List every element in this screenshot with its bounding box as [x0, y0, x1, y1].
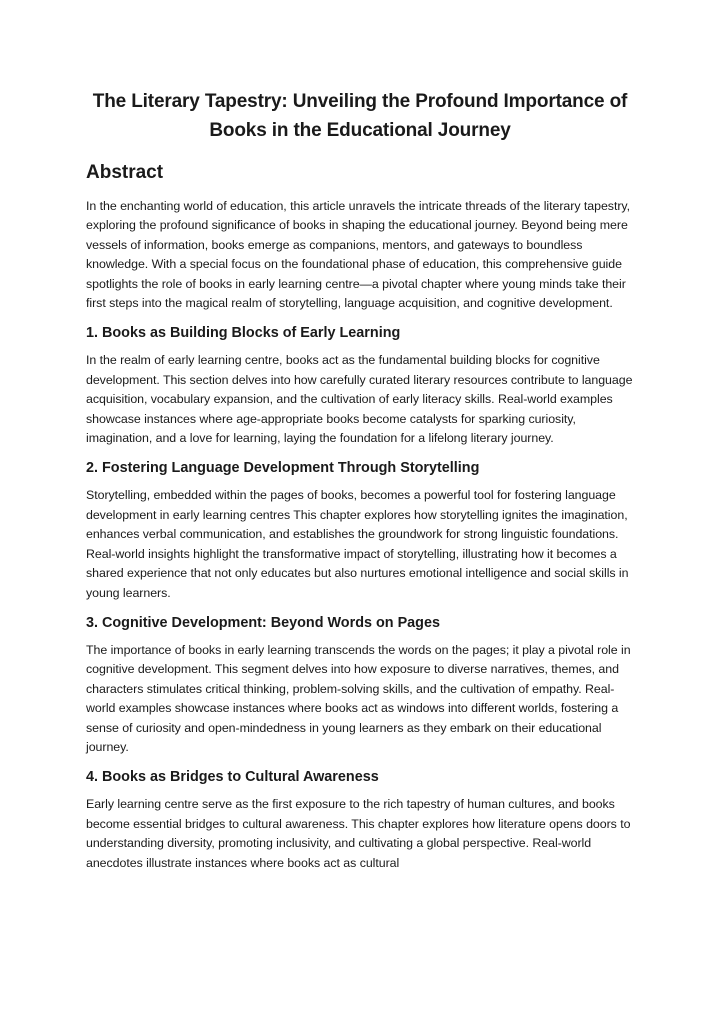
section-3 — [86, 613, 634, 757]
section-4 — [86, 767, 634, 873]
section-heading: 2. Fostering Language Development Through Storytelling — [86, 460, 480, 477]
section-heading: 4. Books as Bridges to Cultural Awareness — [86, 769, 379, 786]
section-heading: 1. Books as Building Blocks of Early Learning — [86, 325, 401, 342]
abstract-paragraph: In the enchanting world of education, this article unravels the intricate threads of the literary tapestry, exploring the profound significance of books in shaping the educational journey. Beyond being mere vessels of information, books emerge as companions, mentors, and gateways to boundless knowledge. With a special focus on the foundational phase of education, this comprehensive guide spotlights the role of books in early learning centre—a pivotal chapter where young minds take their first steps into the magical realm of storytelling, language acquisition, and cognitive development. — [86, 199, 631, 311]
section-1 — [86, 323, 634, 448]
abstract-heading: Abstract — [86, 162, 164, 183]
section-heading: 3. Cognitive Development: Beyond Words on Pages — [86, 614, 440, 631]
document-title: The Literary Tapestry: Unveiling the Profound Importance of Books in the Educational Journey — [92, 91, 628, 141]
section-paragraph: The importance of books in early learning transcends the words on the pages; it play a pivotal role in cognitive development. This segment delves into how exposure to diverse narratives, themes, and characters stimulates critical thinking, problem-solving skills, and the cultivation of empathy. Real-world examples showcase instances where books act as windows into different worlds, fostering a sense of curiosity and open-mindedness in young learners as they embark on their educational journey. — [86, 642, 631, 754]
section-paragraph: In the realm of early learning centre, books act as the fundamental building blocks for cognitive development. This section delves into how carefully curated literary resources contribute to language acquisition, vocabulary expansion, and the cultivation of early literacy skills. Real-world examples showcase instances where age-appropriate books become catalysts for sparking curiosity, imagination, and a love for learning, laying the foundation for a lifelong literary journey. — [86, 353, 633, 446]
section-paragraph: Storytelling, embedded within the pages of books, becomes a powerful tool for fostering language development in early learning centres This chapter explores how storytelling ignites the imagination, enhances verbal communication, and establishes the groundwork for strong linguistic foundations. Real-world insights highlight the transformative impact of storytelling, illustrating how it becomes a shared experience that not only educates but also nurtures emotional intelligence and social skills in young learners. — [86, 488, 629, 600]
section-paragraph: Early learning centre serve as the first exposure to the rich tapestry of human cultures, and books become essential bridges to cultural awareness. This chapter explores how literature opens doors to understanding diversity, promoting inclusivity, and cultivating a global perspective. Real-world anecdotes illustrate instances where books act as cultural — [86, 797, 631, 870]
section-2 — [86, 458, 634, 602]
